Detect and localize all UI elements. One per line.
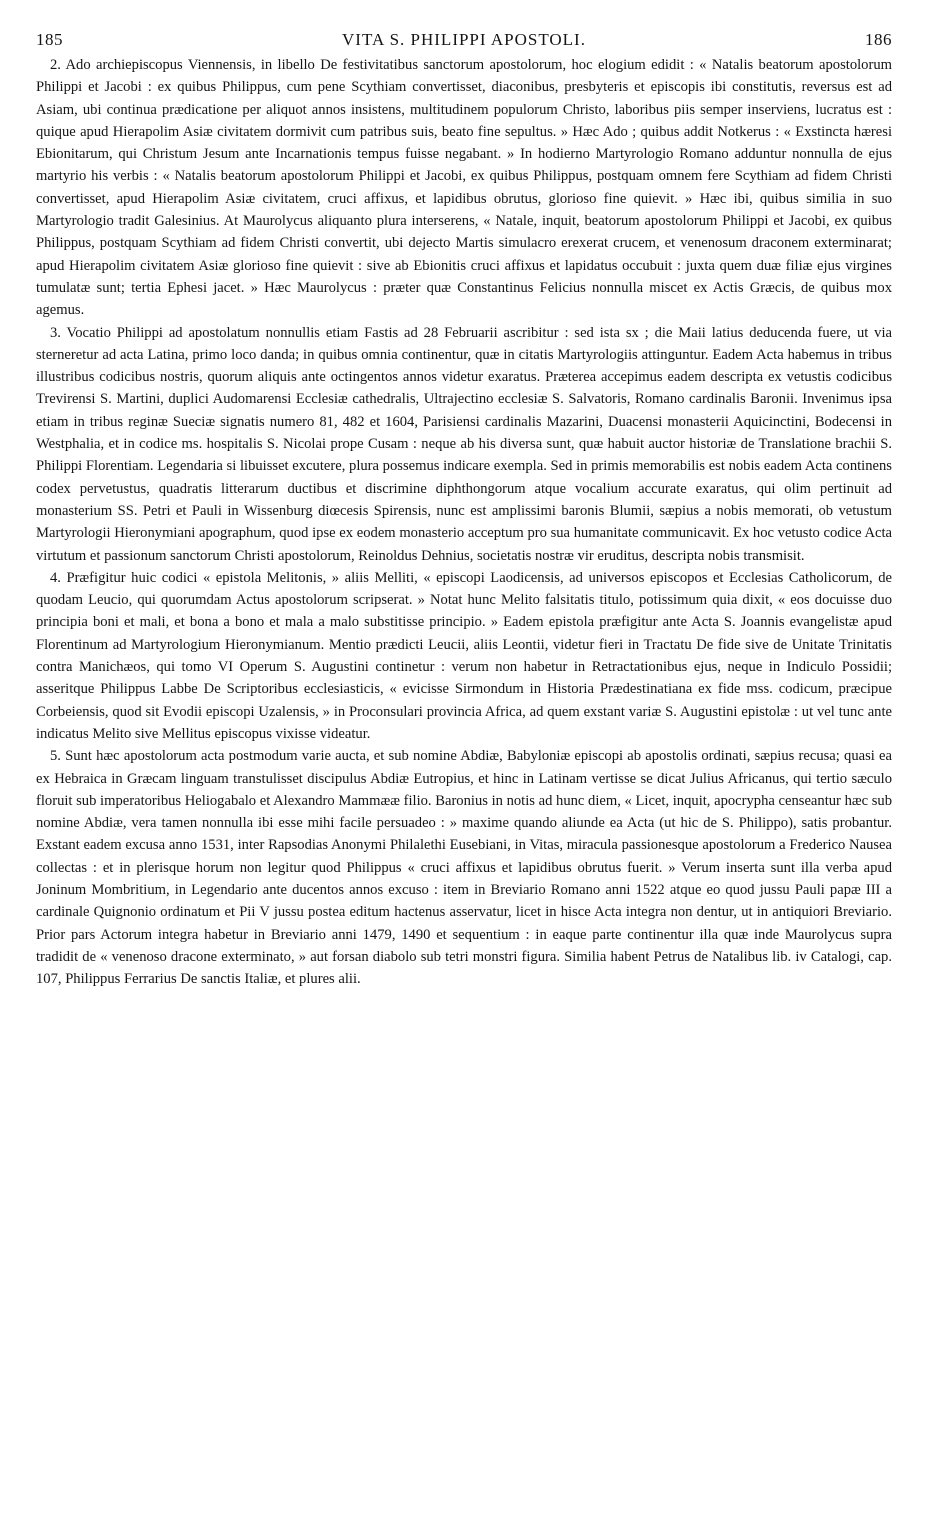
- running-title: VITA S. PHILIPPI APOSTOLI.: [342, 30, 586, 49]
- page-number-left: 185: [36, 30, 63, 49]
- page-number-right: 186: [865, 30, 892, 49]
- running-head: [36, 30, 892, 54]
- paragraph-4: 4. Præfigitur huic codici « epistola Melitonis, » aliis Melliti, « episcopi Laodicensis, ad universos episcopos et Ecclesias Catholicorum, de quodam Leucio, qui quorumdam Actus apostolorum scripserat. » Notat hunc Melito falsitatis titulo, potissimum quia dixit, « eos docuisse duo principia boni et mali, et bona a bono et mala a malo substitisse principio. » Eadem epistola præfigitur ante Acta S. Joannis evangelistæ apud Florentinum ad Martyrologium Hieronymianum. Mentio prædicti Leucii, aliis Leontii, videtur fieri in Tractatu De fide sive de Unitate Trinitatis contra Manichæos, qui tomo VI Operum S. Augustini continetur : verum non habetur in Retractationibus ejus, neque in Indiculo Possidii; asseritque Philippus Labbe De Scriptoribus ecclesiasticis, « evicisse Sirmondum in Historia Prædestinatiana ex fide mss. codicum, præcipue Corbeiensis, quod sit Evodii episcopi Uzalensis, » in Proconsulari provincia Africa, ad quem exstant variæ S. Augustini epistolæ : ut vel tunc ante indicatus Melito sive Mellitus episcopus vixisse videatur.: [36, 569, 892, 742]
- body-text: [36, 54, 892, 990]
- paragraph-5: 5. Sunt hæc apostolorum acta postmodum varie aucta, et sub nomine Abdiæ, Babyloniæ episcopi ab apostolis ordinati, sæpius recusa; quasi ea ex Hebraica in Græcam linguam transtulisset discipulus Abdiæ Eutropius, et hinc in Latinam vertisse se dicat Julius Africanus, qui tertio sæculo floruit sub imperatoribus Heliogabalo et Alexandro Mammææ filio. Baronius in notis ad hunc diem, « Licet, inquit, apocrypha censeantur hæc sub nomine Abdiæ, vera tamen nonnulla ibi esse mihi facile persuadeo : » maxime quando aliunde ea Acta (ut hic de S. Philippo), satis probantur. Exstant eadem excusa anno 1531, inter Rapsodias Anonymi Philalethi Eusebiani, in Vitas, miracula passionesque apostolorum a Frederico Nausea collectas : et in plerisque horum non legitur quod Philippus « cruci affixus et lapidibus obrutus fuerit. » Verum inserta sunt illa verba apud Joninum Mombritium, in Legendario ante ducentos annos excuso : item in Breviario Romano anni 1522 atque eo quod jussu Pauli papæ III a cardinale Quignonio ordinatum et Pii V jussu postea editum hactenus asservatur, licet in hisce Acta integra non dentur, ut in antiquiori Breviario. Prior pars Actorum integra habetur in Breviario anni 1479, 1490 et sequentium : in eaque parte continentur illa quæ inde Maurolycus supra tradidit de « venenoso dracone exterminato, » aut forsan diabolo sub tetri monstri figura. Similia habent Petrus de Natalibus lib. iv Catalogi, cap. 107, Philippus Ferrarius De sanctis Italiæ, et plures alii.: [36, 748, 892, 988]
- paragraph-3: 3. Vocatio Philippi ad apostolatum nonnullis etiam Fastis ad 28 Februarii ascribitur : sed ista sx ; die Maii latius deducenda fuere, ut via sterneretur ad acta Latina, primo loco danda; in quibus omnia continentur, quæ in citatis Martyrologiis attinguntur. Eadem Acta habemus in tribus illustribus codicibus nostris, quorum aliquis ante octingentos annos videtur exaratus. Præterea accepimus eadem descripta ex vetustis codicibus Trevirensi S. Martini, duplici Audomarensi Ecclesiæ cathedralis, Ultrajectino ecclesiæ S. Salvatoris, Romano cardinalis Baronii. Invenimus ipsa etiam in tribus reginæ Sueciæ signatis numero 81, 482 et 1604, Parisiensi cardinalis Mazarini, Duacensi monasterii Aquicinctini, Bodecensi in Westphalia, et in codice ms. hospitalis S. Nicolai prope Cusam : neque ab his diversa sunt, quæ habuit auctor historiæ de Translatione brachii S. Philippi Florentiam. Legendaria si libuisset excutere, plura possemus indicare exempla. Sed in primis memorabilis est nobis eadem Acta continens codex pervetustus, quadratis litterarum ductibus et discrimine diphthongorum atque vocalium accurate exaratus, qui olim pertinuit ad monasterium SS. Petri et Pauli in Wissenburg diœcesis Spirensis, nunc est amplissimi baronis Blumii, sæpius a nobis memorati, ob vetustum Martyrologii Hieronymiani apographum, quod ipse ex eodem monasterio acceptum pro sua humanitate communicavit. Ex hoc vetusto codice Acta virtutum et passionum sanctorum Christi apostolorum, Reinoldus Dehnius, societatis nostræ vir eruditus, descripta nobis transmisit.: [36, 324, 892, 564]
- paragraph-2: 2. Ado archiepiscopus Viennensis, in libello De festivitatibus sanctorum apostolorum, hoc elogium edidit : « Natalis beatorum apostolorum Philippi et Jacobi : ex quibus Philippus, cum pene Scythiam convertisset, diaconibus, presbyteris et episcopis ibi constitutis, reversus est ad Asiam, ubi continua prædicatione per aliquot annos insistens, multitudinem populorum Christo, laboribus piis semper inserviens, lucratus est : quique apud Hierapolim Asiæ civitatem dormivit cum patribus suis, beato fine sepultus. » Hæc Ado ; quibus addit Notkerus : « Exstincta hæresi Ebionitarum, qui Christum Jesum ante Incarnationis tempus fuisse negabant. » In hodierno Martyrologio Romano adduntur nonnulla de ejus martyrio his verbis : « Natalis beatorum apostolorum Philippi et Jacobi, ex quibus Philippus, postquam omnem fere Scythiam ad fidem Christi convertisset, apud Hierapolim Asiæ civitatem, cruci affixus, et lapidibus obrutus, glorioso fine quievit. » Hæc ibi, quibus similia in suo Martyrologio tradit Galesinius. At Maurolycus aliquanto plura interserens, « Natale, inquit, beatorum apostolorum Philippi et Jacobi, ex quibus Philippus, postquam Scythiam ad fidem Christi convertit, ubi dejecto Martis simulacro erexerat crucem, et venenosum draconem exterminarat; apud Hierapolim civitatem Asiæ glorioso fine quievit : sive ab Ebionitis cruci affixus et lapidatus occubuit : juxta quem duæ filiæ ejus virgines tumulatæ sunt; tertia Ephesi jacet. » Hæc Maurolycus : præter quæ Constantinus Felicius nonnulla miscet ex Actis Græcis, de quibus mox agemus.: [36, 57, 892, 319]
- book-page: [36, 30, 892, 990]
